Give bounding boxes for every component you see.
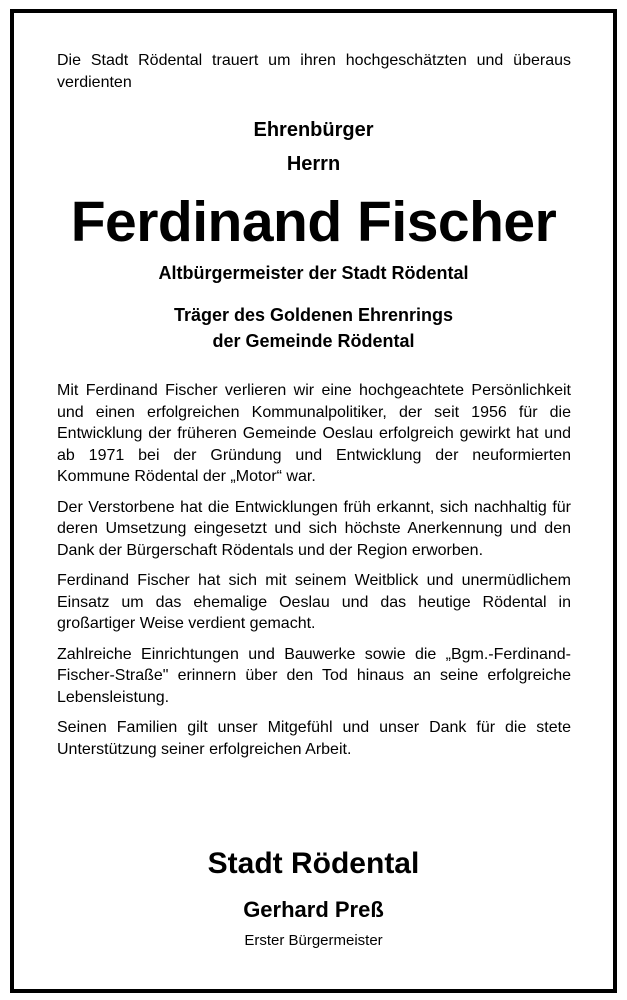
signature-role: Erster Bürgermeister [244,932,383,949]
deceased-name: Ferdinand Fischer [70,190,557,254]
paragraph: Zahlreiche Einrichtungen und Bauwerke sowie die „Bgm.-Ferdinand-Fischer-Straße" erinnern über den Tod hinaus an seine erfolgreiche Lebensleistung. [57,645,571,706]
paragraph: Mit Ferdinand Fischer verlieren wir eine hochgeachtete Persönlichkeit und einen erfolgreichen Kommunalpolitiker, der seit 1956 für die Entwicklung der früheren Gemeinde Oeslau erfolgreich gewirkt hat und ab 1971 bei der Gründung und Entwicklung der neuformierten Kommune Rödental der „Motor“ war. [57,382,571,485]
honor-title: Ehrenbürger [253,119,374,141]
honor-ring-line-2: der Gemeinde Rödental [212,331,415,351]
paragraph: Seinen Familien gilt unser Mitgefühl und unser Dank für die stete Unterstützung seiner erfolgreichen Arbeit. [57,719,571,758]
paragraph: Der Verstorbene hat die Entwicklungen früh erkannt, sich nachhaltig für deren Umsetzung eingesetzt und sich höchste Anerkennung und den Dank der Bürgerschaft Rödentals und der Region erworben. [57,498,571,559]
honor-ring-line-1: Träger des Goldenen Ehrenrings [173,305,454,325]
former-office: Altbürgermeister der Stadt Rödental [158,263,469,283]
salutation: Herrn [286,153,341,175]
obituary-body [57,380,571,769]
honor-ring [10,302,617,354]
intro-text: Die Stadt Rödental trauert um ihren hochgeschätzten und überaus verdienten [57,52,571,91]
signature-name: Gerhard Preß [243,897,384,922]
paragraph: Ferdinand Fischer hat sich mit seinem Weitblick und unermüdlichem Einsatz um das ehemalige Oeslau und das heutige Rödental in großartiger Weise verdient gemacht. [57,572,571,632]
signature-city: Stadt Rödental [207,847,420,880]
